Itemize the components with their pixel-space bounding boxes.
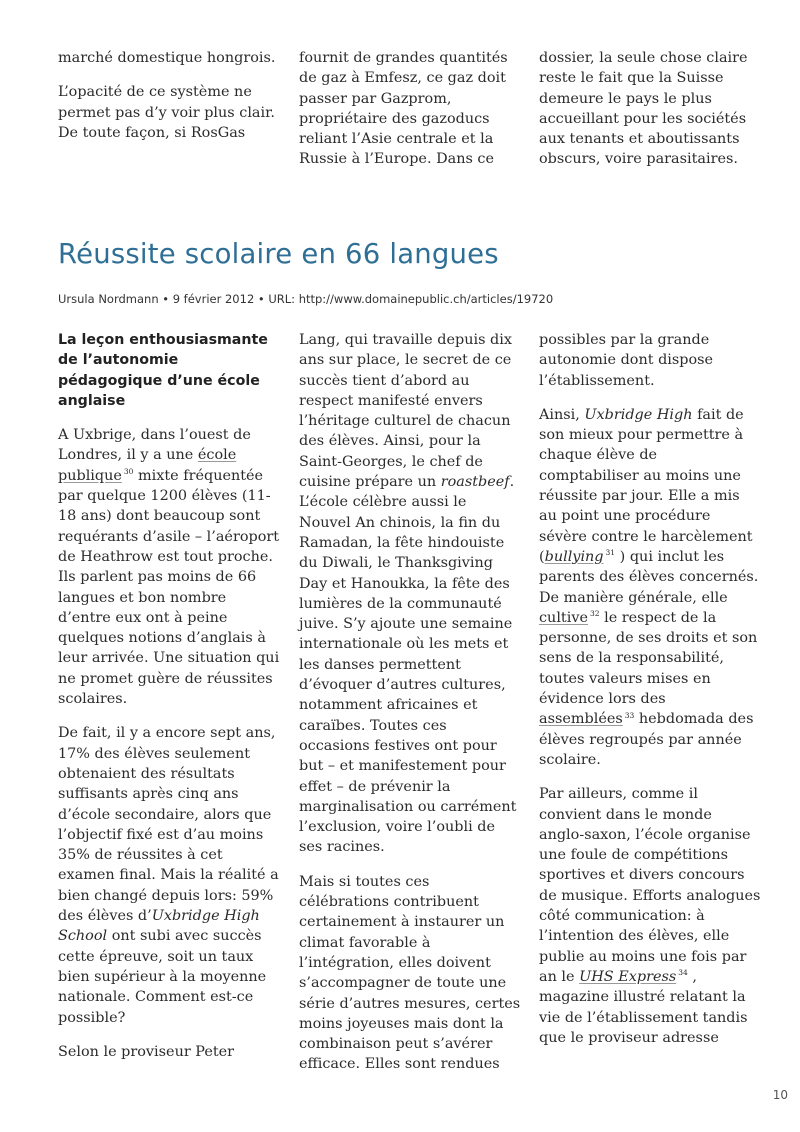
paragraph: fournit de grandes quantités de gaz à Emfesz, ce gaz doit passer par Gazprom, propriétaire des gazoducs reliant l’Asie centrale et la Russie à l’Europe. Dans ce [299, 50, 508, 168]
text: le respect de la personne, de ses droits et son sens de la responsabilité, toutes valeurs mises en évidence lors des [539, 609, 758, 708]
paragraph [539, 784, 761, 1048]
footnote-ref: 34 [678, 968, 688, 978]
paragraph: L’opacité de ce système ne permet pas d’y voir plus clair. De toute façon, si RosGas [58, 84, 275, 141]
paragraph [299, 330, 521, 858]
prev-article-column-2 [299, 48, 521, 184]
text: ) qui inclut les parents des élèves concernés. De manière générale, elle [539, 548, 759, 606]
footnote-ref: 30 [123, 466, 134, 476]
article-column-2 [299, 330, 521, 1089]
paragraph [539, 405, 761, 770]
text: A Uxbrige, dans l’ouest de Londres, il y a une [58, 427, 251, 464]
text: Par ailleurs, comme il convient dans le monde anglo-saxon, l’école organise une foule de compétitions sportives et divers concours de musique. Efforts analogues côté communication: à l’intention des élèves, elle publie au moins une fois par an le [539, 786, 761, 985]
text: mixte fréquentée par quelque 1200 élèves (11-18 ans) dont beaucoup sont requérants d’asile – l’aéroport de Heathrow est tout proche. Ils parlent pas moins de 66 langues et bon nombre d’entre eux ont à peine quelques notions d’anglais à leur arrivée. Une situation qui ne promet guère de réussites scolaires. [58, 467, 280, 708]
text: De fait, il y a encore sept ans, 17% des élèves seulement obtenaient des résultats suffisants après cinq ans d’école secondaire, alors que l’objectif fixé est d’au moins 35% de réussites à cet examen final. Mais la réalité a bien changé depuis lors: 59% des élèves d’ [58, 725, 279, 925]
text: Lang, qui travaille depuis dix ans sur place, le secret de ce succès tient d’abord au respect manifesté envers l’héritage culturel de chacun des élèves. Ainsi, pour la Saint-Georges, le chef de cuisine prépare un [299, 332, 512, 491]
link-bullying[interactable]: bullying [544, 548, 604, 565]
article-column-3 [539, 330, 761, 1062]
paragraph: Mais si toutes ces célébrations contribuent certainement à instaurer un climat favorable à l’intégration, elles doivent s’accompagner de toute une série d’autres mesures, certes moins joyeuses mais dont la combinaison peut s’avérer efficace. Elles sont rendues [299, 873, 521, 1073]
emphasis: Uxbridge High [584, 406, 693, 423]
text: hebdomada des élèves regroupés par année scolaire. [539, 711, 754, 768]
page-number: 10 [772, 1088, 788, 1102]
footnote-ref: 33 [624, 710, 635, 720]
paragraph: dossier, la seule chose claire reste le fait que la Suisse demeure le pays le plus accueillant pour les sociétés aux tenants et aboutissants obscurs, voire parasitaires. [539, 50, 748, 168]
paragraph [58, 723, 280, 1027]
emphasis: Uxbridge High School [58, 908, 260, 945]
paragraph: marché domestique hongrois. [58, 50, 276, 66]
footnote-ref: 32 [589, 609, 600, 619]
link-ecole-publique[interactable]: école publique [58, 447, 237, 484]
text: Ainsi, [539, 406, 585, 423]
prev-article-column-1 [58, 48, 280, 157]
article-lead: La leçon enthousiasmante de l’autonomie pédagogique d’une école anglaise [58, 332, 268, 409]
prev-article-column-3 [539, 48, 761, 184]
emphasis: roastbeef [440, 474, 510, 491]
link-assemblees[interactable]: assemblées [539, 711, 623, 728]
footnote-ref: 31 [605, 548, 616, 558]
text: ont subi avec succès cette épreuve, soit un taux bien supérieur à la moyenne nationale. Comment est-ce possible? [58, 928, 267, 1026]
link-uhs-express[interactable]: UHS Express [579, 968, 677, 985]
article-title: Réussite scolaire en 66 langues [58, 238, 499, 270]
paragraph: possibles par la grande autonomie dont dispose l’établissement. [539, 332, 714, 389]
text: fait de son mieux pour permettre à chaque élève de comptabiliser au moins une réussite par jour. Elle a mis au point une procédure sévère contre le harcèlement ( [539, 406, 753, 565]
article-column-1 [58, 330, 280, 1076]
article-byline: Ursula Nordmann • 9 février 2012 • URL: http://www.domainepublic.ch/articles/19720 [58, 292, 554, 306]
link-cultive[interactable]: cultive [539, 609, 588, 626]
text: , magazine illustré relatant la vie de l’établissement tandis que le proviseur adresse [539, 968, 748, 1046]
paragraph [58, 425, 280, 709]
paragraph: Selon le proviseur Peter [58, 1043, 235, 1060]
text: . L’école célèbre aussi le Nouvel An chinois, la fin du Ramadan, la fête hindouiste du Diwali, le Thanksgiving Day et Hanoukka, la fête des lumières de la communauté juive. S’y ajoute une semaine internationale où les mets et les danses permettent d’évoquer d’autres cultures, notamment africaines et caraïbes. Toutes ces occasions festives ont pour but – et manifestement pour effet – de prévenir la marginalisation ou carrément l’exclusion, voire l’oubli de ses racines. [299, 474, 517, 856]
